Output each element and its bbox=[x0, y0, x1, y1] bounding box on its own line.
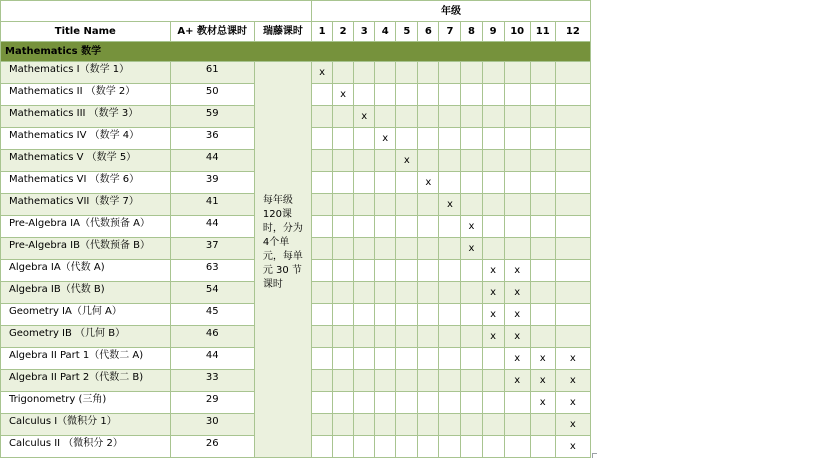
grade-mark-cell-9 bbox=[482, 62, 504, 84]
grade-mark-cell-5 bbox=[396, 62, 418, 84]
total-hours-header: A+ 教材总课时 bbox=[170, 22, 254, 42]
grade-mark-cell-12 bbox=[555, 128, 590, 150]
grade-mark-cell-2 bbox=[333, 282, 354, 304]
grade-mark-cell-4 bbox=[375, 106, 396, 128]
total-hours-cell: 44 bbox=[170, 216, 254, 238]
grade-mark-cell-3 bbox=[354, 370, 375, 392]
grade-mark-cell-2 bbox=[333, 392, 354, 414]
grade-mark-cell-10: x bbox=[504, 304, 530, 326]
grade-mark-cell-3 bbox=[354, 282, 375, 304]
grade-mark-cell-9 bbox=[482, 370, 504, 392]
total-hours-cell: 26 bbox=[170, 436, 254, 458]
grade-mark-cell-7: x bbox=[439, 194, 461, 216]
grade-mark-cell-2 bbox=[333, 238, 354, 260]
grade-mark-cell-6 bbox=[418, 194, 439, 216]
course-title-cell: Mathematics II （数学 2） bbox=[1, 84, 171, 106]
grade-mark-cell-8: x bbox=[461, 216, 482, 238]
grade-mark-cell-1 bbox=[312, 238, 333, 260]
grade-mark-cell-7 bbox=[439, 84, 461, 106]
grade-mark-cell-7 bbox=[439, 238, 461, 260]
grade-mark-cell-10 bbox=[504, 172, 530, 194]
grade-mark-cell-5 bbox=[396, 414, 418, 436]
grade-mark-cell-4 bbox=[375, 326, 396, 348]
grade-header-12: 12 bbox=[555, 22, 590, 42]
grade-mark-cell-5 bbox=[396, 392, 418, 414]
grade-mark-cell-10 bbox=[504, 128, 530, 150]
grade-mark-cell-6 bbox=[418, 238, 439, 260]
grade-mark-cell-7 bbox=[439, 414, 461, 436]
grade-header-3: 3 bbox=[354, 22, 375, 42]
grade-mark-cell-8 bbox=[461, 392, 482, 414]
grade-mark-cell-9 bbox=[482, 150, 504, 172]
grade-mark-cell-7 bbox=[439, 304, 461, 326]
grade-mark-cell-9 bbox=[482, 238, 504, 260]
total-hours-cell: 61 bbox=[170, 62, 254, 84]
grade-mark-cell-6 bbox=[418, 84, 439, 106]
grade-header-11: 11 bbox=[530, 22, 555, 42]
grade-mark-cell-9 bbox=[482, 414, 504, 436]
grade-mark-cell-12: x bbox=[555, 414, 590, 436]
grade-mark-cell-4 bbox=[375, 414, 396, 436]
grade-mark-cell-9: x bbox=[482, 282, 504, 304]
grade-mark-cell-8 bbox=[461, 150, 482, 172]
grade-mark-cell-11 bbox=[530, 326, 555, 348]
grade-mark-cell-12 bbox=[555, 84, 590, 106]
grade-mark-cell-8 bbox=[461, 326, 482, 348]
grade-mark-cell-11 bbox=[530, 238, 555, 260]
grade-header-10: 10 bbox=[504, 22, 530, 42]
grade-mark-cell-12 bbox=[555, 260, 590, 282]
resize-corner-mark bbox=[592, 453, 597, 458]
grade-mark-cell-10 bbox=[504, 84, 530, 106]
grade-mark-cell-5 bbox=[396, 106, 418, 128]
grade-mark-cell-3 bbox=[354, 304, 375, 326]
grade-header-2: 2 bbox=[333, 22, 354, 42]
total-hours-cell: 54 bbox=[170, 282, 254, 304]
grade-mark-cell-7 bbox=[439, 172, 461, 194]
grade-mark-cell-7 bbox=[439, 348, 461, 370]
grade-mark-cell-10 bbox=[504, 436, 530, 458]
grade-mark-cell-12 bbox=[555, 304, 590, 326]
grade-mark-cell-9 bbox=[482, 128, 504, 150]
total-hours-cell: 59 bbox=[170, 106, 254, 128]
grade-mark-cell-10 bbox=[504, 106, 530, 128]
grade-mark-cell-11 bbox=[530, 216, 555, 238]
grade-mark-cell-12 bbox=[555, 62, 590, 84]
grade-mark-cell-7 bbox=[439, 370, 461, 392]
grade-mark-cell-2 bbox=[333, 414, 354, 436]
grade-mark-cell-11: x bbox=[530, 348, 555, 370]
grade-mark-cell-3 bbox=[354, 414, 375, 436]
section-row-mathematics bbox=[1, 42, 591, 62]
grade-mark-cell-11: x bbox=[530, 392, 555, 414]
grade-mark-cell-11 bbox=[530, 194, 555, 216]
grade-mark-cell-6 bbox=[418, 370, 439, 392]
grade-mark-cell-10 bbox=[504, 62, 530, 84]
grade-mark-cell-11: x bbox=[530, 370, 555, 392]
grade-mark-cell-9: x bbox=[482, 304, 504, 326]
grade-mark-cell-5 bbox=[396, 260, 418, 282]
course-title-cell: Algebra IA（代数 A) bbox=[1, 260, 171, 282]
course-title-cell: Calculus II （微积分 2） bbox=[1, 436, 171, 458]
course-title-cell: Mathematics V （数学 5） bbox=[1, 150, 171, 172]
grade-mark-cell-3 bbox=[354, 348, 375, 370]
grade-mark-cell-4 bbox=[375, 172, 396, 194]
total-hours-cell: 39 bbox=[170, 172, 254, 194]
header-row-top bbox=[1, 1, 591, 22]
grade-mark-cell-3: x bbox=[354, 106, 375, 128]
grade-mark-cell-5 bbox=[396, 128, 418, 150]
grade-mark-cell-6 bbox=[418, 304, 439, 326]
grade-mark-cell-4 bbox=[375, 238, 396, 260]
grade-header-6: 6 bbox=[418, 22, 439, 42]
grade-mark-cell-1: x bbox=[312, 62, 333, 84]
grade-mark-cell-7 bbox=[439, 392, 461, 414]
grade-mark-cell-11 bbox=[530, 150, 555, 172]
grade-mark-cell-10 bbox=[504, 392, 530, 414]
course-title-cell: Mathematics III （数学 3） bbox=[1, 106, 171, 128]
grade-mark-cell-5 bbox=[396, 326, 418, 348]
grade-mark-cell-12 bbox=[555, 216, 590, 238]
total-hours-cell: 44 bbox=[170, 348, 254, 370]
grade-mark-cell-11 bbox=[530, 436, 555, 458]
grade-mark-cell-11 bbox=[530, 282, 555, 304]
grade-mark-cell-11 bbox=[530, 260, 555, 282]
grade-mark-cell-8 bbox=[461, 348, 482, 370]
grade-mark-cell-2 bbox=[333, 172, 354, 194]
grade-mark-cell-1 bbox=[312, 326, 333, 348]
grade-mark-cell-1 bbox=[312, 216, 333, 238]
course-title-cell: Calculus I（微积分 1） bbox=[1, 414, 171, 436]
grade-mark-cell-4 bbox=[375, 260, 396, 282]
grade-header-4: 4 bbox=[375, 22, 396, 42]
course-title-cell: Trigonometry (三角) bbox=[1, 392, 171, 414]
grade-mark-cell-3 bbox=[354, 194, 375, 216]
grade-mark-cell-9 bbox=[482, 216, 504, 238]
grade-mark-cell-7 bbox=[439, 436, 461, 458]
grade-mark-cell-1 bbox=[312, 172, 333, 194]
grade-mark-cell-7 bbox=[439, 326, 461, 348]
grade-mark-cell-6 bbox=[418, 216, 439, 238]
grade-header-8: 8 bbox=[461, 22, 482, 42]
total-hours-cell: 33 bbox=[170, 370, 254, 392]
grade-mark-cell-4 bbox=[375, 62, 396, 84]
grade-mark-cell-9 bbox=[482, 436, 504, 458]
grade-mark-cell-9 bbox=[482, 348, 504, 370]
grade-mark-cell-7 bbox=[439, 216, 461, 238]
grade-mark-cell-9: x bbox=[482, 260, 504, 282]
grade-mark-cell-3 bbox=[354, 84, 375, 106]
grade-mark-cell-1 bbox=[312, 370, 333, 392]
grade-mark-cell-10: x bbox=[504, 348, 530, 370]
grade-mark-cell-5 bbox=[396, 194, 418, 216]
grade-mark-cell-11 bbox=[530, 304, 555, 326]
total-hours-cell: 29 bbox=[170, 392, 254, 414]
total-hours-cell: 36 bbox=[170, 128, 254, 150]
grade-mark-cell-8 bbox=[461, 414, 482, 436]
grade-mark-cell-3 bbox=[354, 150, 375, 172]
grade-mark-cell-7 bbox=[439, 106, 461, 128]
grade-header-5: 5 bbox=[396, 22, 418, 42]
grade-mark-cell-9 bbox=[482, 194, 504, 216]
grade-mark-cell-5 bbox=[396, 282, 418, 304]
grade-mark-cell-6: x bbox=[418, 172, 439, 194]
grade-mark-cell-6 bbox=[418, 282, 439, 304]
course-title-cell: Algebra IB（代数 B) bbox=[1, 282, 171, 304]
section-title: Mathematics 数学 bbox=[1, 42, 591, 62]
grade-mark-cell-2 bbox=[333, 194, 354, 216]
grade-mark-cell-10: x bbox=[504, 370, 530, 392]
grade-mark-cell-2 bbox=[333, 436, 354, 458]
grade-mark-cell-4 bbox=[375, 84, 396, 106]
grade-header-1: 1 bbox=[312, 22, 333, 42]
grade-mark-cell-5 bbox=[396, 84, 418, 106]
grade-mark-cell-6 bbox=[418, 392, 439, 414]
grade-mark-cell-8 bbox=[461, 106, 482, 128]
grade-mark-cell-11 bbox=[530, 128, 555, 150]
grade-mark-cell-12 bbox=[555, 326, 590, 348]
grade-mark-cell-1 bbox=[312, 106, 333, 128]
grade-mark-cell-2 bbox=[333, 216, 354, 238]
course-title-cell: Geometry IA（几何 A） bbox=[1, 304, 171, 326]
grade-mark-cell-6 bbox=[418, 150, 439, 172]
grade-mark-cell-3 bbox=[354, 216, 375, 238]
course-title-cell: Mathematics I（数学 1） bbox=[1, 62, 171, 84]
grade-mark-cell-11 bbox=[530, 172, 555, 194]
course-title-cell: Mathematics VII（数学 7） bbox=[1, 194, 171, 216]
grade-mark-cell-3 bbox=[354, 260, 375, 282]
grade-mark-cell-10 bbox=[504, 194, 530, 216]
grade-mark-cell-8 bbox=[461, 128, 482, 150]
grade-mark-cell-5 bbox=[396, 436, 418, 458]
grade-mark-cell-8 bbox=[461, 260, 482, 282]
grade-mark-cell-4 bbox=[375, 216, 396, 238]
grade-mark-cell-1 bbox=[312, 128, 333, 150]
grade-mark-cell-1 bbox=[312, 436, 333, 458]
grade-mark-cell-4 bbox=[375, 370, 396, 392]
grade-mark-cell-9 bbox=[482, 392, 504, 414]
grade-mark-cell-2 bbox=[333, 260, 354, 282]
grade-mark-cell-9 bbox=[482, 84, 504, 106]
grade-mark-cell-2 bbox=[333, 304, 354, 326]
grade-mark-cell-9: x bbox=[482, 326, 504, 348]
total-hours-cell: 37 bbox=[170, 238, 254, 260]
grade-mark-cell-11 bbox=[530, 106, 555, 128]
grade-mark-cell-8: x bbox=[461, 238, 482, 260]
grade-mark-cell-5 bbox=[396, 172, 418, 194]
grade-mark-cell-4 bbox=[375, 348, 396, 370]
total-hours-cell: 50 bbox=[170, 84, 254, 106]
course-title-cell: Pre-Algebra IB（代数预备 B） bbox=[1, 238, 171, 260]
grade-mark-cell-8 bbox=[461, 172, 482, 194]
grade-mark-cell-10 bbox=[504, 216, 530, 238]
grade-mark-cell-10 bbox=[504, 414, 530, 436]
grade-header-9: 9 bbox=[482, 22, 504, 42]
grade-mark-cell-3 bbox=[354, 326, 375, 348]
grade-mark-cell-2 bbox=[333, 370, 354, 392]
grade-mark-cell-12: x bbox=[555, 348, 590, 370]
grade-mark-cell-12 bbox=[555, 150, 590, 172]
grade-mark-cell-5 bbox=[396, 216, 418, 238]
grade-mark-cell-4 bbox=[375, 194, 396, 216]
grade-mark-cell-7 bbox=[439, 62, 461, 84]
total-hours-cell: 44 bbox=[170, 150, 254, 172]
grade-mark-cell-12: x bbox=[555, 370, 590, 392]
grade-mark-cell-2 bbox=[333, 348, 354, 370]
title-name-header: Title Name bbox=[1, 22, 171, 42]
grade-mark-cell-1 bbox=[312, 260, 333, 282]
course-title-cell: Mathematics IV （数学 4） bbox=[1, 128, 171, 150]
total-hours-cell: 30 bbox=[170, 414, 254, 436]
grade-mark-cell-5: x bbox=[396, 150, 418, 172]
grade-mark-cell-6 bbox=[418, 62, 439, 84]
school-hours-header: 瑞藤课时 bbox=[254, 22, 311, 42]
table-row bbox=[1, 62, 591, 84]
grade-mark-cell-6 bbox=[418, 128, 439, 150]
school-hours-note-cell: 每年级120课时，分为4个单元，每单元 30 节课时 bbox=[254, 62, 311, 458]
grade-mark-cell-3 bbox=[354, 392, 375, 414]
grade-mark-cell-9 bbox=[482, 106, 504, 128]
grade-mark-cell-11 bbox=[530, 62, 555, 84]
course-title-cell: Geometry IB （几何 B） bbox=[1, 326, 171, 348]
grade-mark-cell-9 bbox=[482, 172, 504, 194]
grade-mark-cell-5 bbox=[396, 238, 418, 260]
grade-mark-cell-12 bbox=[555, 194, 590, 216]
grade-mark-cell-2 bbox=[333, 106, 354, 128]
course-title-cell: Pre-Algebra IA（代数预备 A） bbox=[1, 216, 171, 238]
grade-mark-cell-4 bbox=[375, 150, 396, 172]
grade-mark-cell-5 bbox=[396, 370, 418, 392]
grade-mark-cell-12 bbox=[555, 172, 590, 194]
total-hours-cell: 63 bbox=[170, 260, 254, 282]
grade-mark-cell-8 bbox=[461, 436, 482, 458]
grade-mark-cell-4 bbox=[375, 282, 396, 304]
course-title-cell: Mathematics VI （数学 6） bbox=[1, 172, 171, 194]
total-hours-cell: 41 bbox=[170, 194, 254, 216]
grade-mark-cell-6 bbox=[418, 436, 439, 458]
grade-mark-cell-2 bbox=[333, 62, 354, 84]
grade-mark-cell-6 bbox=[418, 348, 439, 370]
grade-group-header: 年级 bbox=[312, 1, 591, 22]
grade-mark-cell-2 bbox=[333, 128, 354, 150]
grade-mark-cell-7 bbox=[439, 260, 461, 282]
grade-mark-cell-3 bbox=[354, 62, 375, 84]
grade-mark-cell-12 bbox=[555, 238, 590, 260]
grade-mark-cell-1 bbox=[312, 282, 333, 304]
grade-mark-cell-10: x bbox=[504, 260, 530, 282]
grade-mark-cell-6 bbox=[418, 260, 439, 282]
grade-mark-cell-2: x bbox=[333, 84, 354, 106]
grade-mark-cell-1 bbox=[312, 392, 333, 414]
total-hours-cell: 45 bbox=[170, 304, 254, 326]
grade-mark-cell-3 bbox=[354, 128, 375, 150]
grade-mark-cell-4 bbox=[375, 304, 396, 326]
grade-mark-cell-12 bbox=[555, 106, 590, 128]
grade-mark-cell-1 bbox=[312, 194, 333, 216]
grade-mark-cell-1 bbox=[312, 150, 333, 172]
grade-mark-cell-8 bbox=[461, 84, 482, 106]
grade-mark-cell-8 bbox=[461, 370, 482, 392]
grade-mark-cell-7 bbox=[439, 128, 461, 150]
course-title-cell: Algebra II Part 2（代数二 B) bbox=[1, 370, 171, 392]
grade-mark-cell-7 bbox=[439, 282, 461, 304]
grade-mark-cell-1 bbox=[312, 348, 333, 370]
grade-mark-cell-1 bbox=[312, 304, 333, 326]
grade-mark-cell-3 bbox=[354, 172, 375, 194]
total-hours-cell: 46 bbox=[170, 326, 254, 348]
grade-mark-cell-10 bbox=[504, 238, 530, 260]
grade-mark-cell-4: x bbox=[375, 128, 396, 150]
grade-mark-cell-12: x bbox=[555, 436, 590, 458]
grade-mark-cell-3 bbox=[354, 436, 375, 458]
grade-mark-cell-3 bbox=[354, 238, 375, 260]
header-row-columns bbox=[1, 22, 591, 42]
grade-mark-cell-6 bbox=[418, 414, 439, 436]
grade-mark-cell-4 bbox=[375, 436, 396, 458]
grade-header-7: 7 bbox=[439, 22, 461, 42]
grade-mark-cell-10: x bbox=[504, 282, 530, 304]
grade-mark-cell-1 bbox=[312, 414, 333, 436]
grade-mark-cell-6 bbox=[418, 326, 439, 348]
grade-mark-cell-12 bbox=[555, 282, 590, 304]
grade-mark-cell-6 bbox=[418, 106, 439, 128]
grade-mark-cell-4 bbox=[375, 392, 396, 414]
grade-mark-cell-7 bbox=[439, 150, 461, 172]
grade-mark-cell-11 bbox=[530, 414, 555, 436]
course-title-cell: Algebra II Part 1（代数二 A) bbox=[1, 348, 171, 370]
grade-mark-cell-2 bbox=[333, 326, 354, 348]
grade-mark-cell-12: x bbox=[555, 392, 590, 414]
grade-mark-cell-11 bbox=[530, 84, 555, 106]
grade-mark-cell-1 bbox=[312, 84, 333, 106]
grade-mark-cell-5 bbox=[396, 304, 418, 326]
grade-mark-cell-5 bbox=[396, 348, 418, 370]
grade-mark-cell-8 bbox=[461, 62, 482, 84]
grade-mark-cell-8 bbox=[461, 194, 482, 216]
header-blank-cell bbox=[1, 1, 312, 22]
grade-mark-cell-10 bbox=[504, 150, 530, 172]
grade-mark-cell-10: x bbox=[504, 326, 530, 348]
grade-mark-cell-2 bbox=[333, 150, 354, 172]
grade-mark-cell-8 bbox=[461, 304, 482, 326]
grade-mark-cell-8 bbox=[461, 282, 482, 304]
